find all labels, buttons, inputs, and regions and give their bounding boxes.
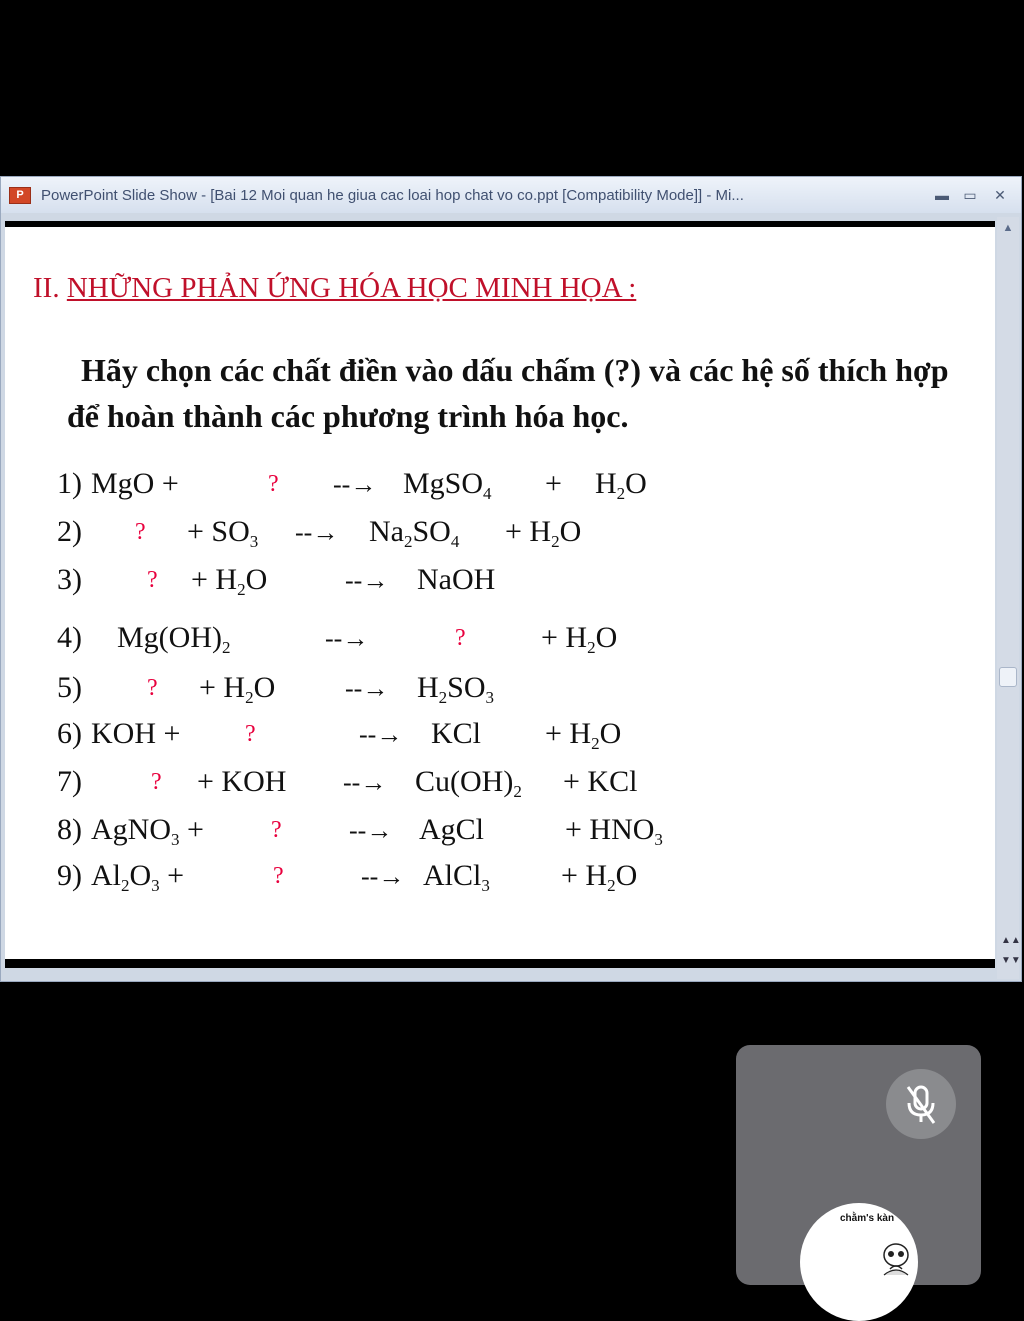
vertical-scrollbar[interactable] xyxy=(997,217,1019,979)
equation-number: 4) xyxy=(57,621,82,654)
equation-term: + $H_2O$ xyxy=(545,717,622,753)
mic-muted-icon xyxy=(886,1069,956,1139)
equation-term: + xyxy=(545,467,562,500)
equation-term: + $H_2O$ xyxy=(199,671,276,707)
slide-heading xyxy=(33,272,636,305)
sticker-face-icon xyxy=(876,1239,916,1279)
unknown-mark: ? xyxy=(273,863,284,889)
equation-term: + $H_2O$ xyxy=(505,515,582,551)
equation-number: 5) xyxy=(57,671,82,704)
unknown-mark: ? xyxy=(151,769,162,795)
equation-term: AgNO$_3$ + xyxy=(91,813,204,849)
equation-term: $Al_2O_3$ + xyxy=(91,859,185,895)
slideshow-window xyxy=(0,176,1022,982)
equation-term: AlCl$_3$ xyxy=(423,859,490,895)
equation-term: + $SO_3$ xyxy=(187,515,259,551)
equation-number: 9) xyxy=(57,859,82,892)
reaction-arrow: --→ xyxy=(361,862,405,891)
heading-text: NHỮNG PHẢN ỨNG HÓA HỌC MINH HỌA : xyxy=(66,272,637,304)
equation-term: + $H_2O$ xyxy=(541,621,618,657)
reaction-arrow: --→ xyxy=(295,518,339,547)
powerpoint-icon: P xyxy=(9,187,31,204)
equation-number: 6) xyxy=(57,717,82,750)
unknown-mark: ? xyxy=(455,625,466,651)
equation-term: + $HNO_3$ xyxy=(565,813,663,849)
reaction-arrow: --→ xyxy=(345,566,389,595)
unknown-mark: ? xyxy=(268,471,279,497)
equation-term: + $H_2O$ xyxy=(561,859,638,895)
unknown-mark: ? xyxy=(245,721,256,747)
window-title: PowerPoint Slide Show - [Bai 12 Moi quan he giua cac loai hop chat vo co.ppt [Compatibility Mode]] - Mi... xyxy=(41,187,744,204)
equation-number: 2) xyxy=(57,515,82,548)
scroll-thumb[interactable] xyxy=(999,667,1017,687)
equation-term: $Mg(OH)_2$ xyxy=(117,621,231,657)
reaction-arrow: --→ xyxy=(325,624,369,653)
equation-term: $H_2O$ xyxy=(595,467,647,503)
equation-term: $Na_2SO_4$ xyxy=(369,515,460,551)
next-slide-icon[interactable]: ▼▼ xyxy=(1001,955,1021,966)
equation-term: + $H_2O$ xyxy=(191,563,268,599)
slide-canvas xyxy=(5,221,995,968)
unknown-mark: ? xyxy=(147,567,158,593)
unknown-mark: ? xyxy=(147,675,158,701)
participant-video-tile[interactable] xyxy=(736,1045,981,1285)
equation-term: $H_2SO_3$ xyxy=(417,671,495,707)
equation-term: $Cu(OH)_2$ xyxy=(415,765,522,801)
equation-term: MgSO$_4$ xyxy=(403,467,492,503)
title-bar[interactable] xyxy=(1,177,1021,213)
equation-number: 3) xyxy=(57,563,82,596)
participant-name: chằm's kàn xyxy=(840,1213,895,1224)
reaction-arrow: --→ xyxy=(343,768,387,797)
equation-number: 7) xyxy=(57,765,82,798)
reaction-arrow: --→ xyxy=(333,470,377,499)
equation-term: MgO + xyxy=(91,467,179,500)
equation-term: KOH + xyxy=(91,717,181,750)
close-button[interactable]: ✕ xyxy=(994,187,1006,203)
reaction-arrow: --→ xyxy=(359,720,403,749)
heading-numeral: II. xyxy=(33,272,60,304)
slide-instruction: Hãy chọn các chất điền vào dấu chấm (?) và các hệ số thích hợp để hoàn thành các phương trình hóa học. xyxy=(67,352,949,434)
scroll-up-icon[interactable]: ▲ xyxy=(1002,222,1014,234)
equation-term: AgCl xyxy=(419,813,485,846)
unknown-mark: ? xyxy=(271,817,282,843)
avatar[interactable] xyxy=(800,1203,918,1321)
maximize-button[interactable]: ▭ xyxy=(963,187,977,203)
equation-number: 8) xyxy=(57,813,82,846)
previous-slide-icon[interactable]: ▲▲ xyxy=(1001,935,1021,946)
equation-term: + KCl xyxy=(563,765,638,798)
equation-term: NaOH xyxy=(417,563,496,596)
reaction-arrow: --→ xyxy=(345,674,389,703)
reaction-arrow: --→ xyxy=(349,816,393,845)
equation-number: 1) xyxy=(57,467,82,500)
minimize-button[interactable]: ▬ xyxy=(935,187,949,203)
equation-term: + KOH xyxy=(197,765,287,798)
unknown-mark: ? xyxy=(135,519,146,545)
equation-term: KCl xyxy=(431,717,482,750)
